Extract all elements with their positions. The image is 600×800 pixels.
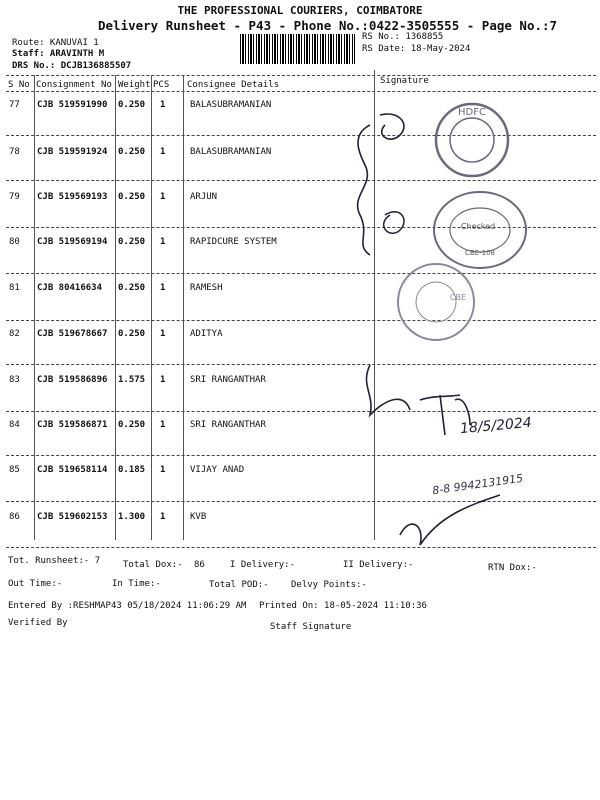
- row-consignment: CJB 519569193: [37, 192, 108, 202]
- row-consignee: RAPIDCURE SYSTEM: [190, 237, 277, 247]
- row-sno: 79: [9, 192, 20, 202]
- out-time: Out Time:-: [8, 579, 63, 589]
- row-consignment: CJB 519586896: [37, 375, 108, 385]
- rtn-dox: RTN Dox:-: [488, 563, 537, 573]
- row-weight: 0.250: [118, 283, 146, 293]
- row-pcs: 1: [160, 283, 166, 293]
- row-sno: 85: [9, 465, 20, 475]
- row-consignee: RAMESH: [190, 283, 223, 293]
- stamp-code-text: CBE-108: [465, 249, 495, 257]
- row-sno: 81: [9, 283, 20, 293]
- printed-on: Printed On: 18-05-2024 11:10:36: [259, 601, 427, 611]
- i-delivery: I Delivery:-: [230, 560, 296, 570]
- row-weight: 0.250: [118, 192, 146, 202]
- row-sno: 86: [9, 512, 20, 522]
- col-sno: S No: [8, 80, 30, 90]
- table-header: [0, 76, 600, 90]
- company-title: THE PROFESSIONAL COURIERS, COIMBATORE: [177, 4, 423, 17]
- row-consignment: CJB 519591990: [37, 100, 108, 110]
- row-weight: 0.250: [118, 329, 146, 339]
- col-weight: Weight: [118, 80, 151, 90]
- row-pcs: 1: [160, 512, 166, 522]
- signature-scribble: [384, 212, 404, 234]
- row-pcs: 1: [160, 465, 166, 475]
- rs-date: RS Date: 18-May-2024: [362, 44, 471, 54]
- col-consignee: Consignee Details: [187, 80, 280, 90]
- row-consignee: SRI RANGANTHAR: [190, 375, 266, 385]
- signature-scribble: [420, 395, 470, 435]
- ii-delivery: II Delivery:-: [343, 560, 414, 570]
- row-weight: 1.300: [118, 512, 146, 522]
- total-dox-label: Total Dox:-: [123, 560, 183, 570]
- row-consignee: KVB: [190, 512, 207, 522]
- row-consignee: ADITYA: [190, 329, 223, 339]
- row-sno: 83: [9, 375, 20, 385]
- verified-by: Verified By: [8, 618, 68, 628]
- total-dox-value: 86: [194, 560, 205, 570]
- round-stamp: [398, 264, 474, 340]
- drs-no: DRS No.: DCJB136885507: [12, 61, 132, 71]
- row-consignee: SRI RANGANTHAR: [190, 420, 266, 430]
- stamp-checked-text: Checked: [460, 222, 496, 231]
- col-signature: Signature: [380, 76, 429, 86]
- col-consignment: Consignment No: [36, 80, 112, 90]
- signature-scribble: [358, 125, 370, 255]
- row-weight: 0.250: [118, 420, 146, 430]
- row-weight: 1.575: [118, 375, 146, 385]
- rs-no: RS No.: 1368855: [362, 32, 444, 42]
- row-sno: 77: [9, 100, 20, 110]
- signature-scribble: [366, 365, 410, 415]
- row-pcs: 1: [160, 237, 166, 247]
- signature-scribble: [400, 495, 500, 545]
- row-consignment: CJB 519678667: [37, 329, 108, 339]
- checked-stamp: [434, 192, 526, 268]
- row-pcs: 1: [160, 375, 166, 385]
- row-sno: 82: [9, 329, 20, 339]
- staff: Staff: ARAVINTH M: [12, 49, 105, 59]
- row-weight: 0.250: [118, 237, 146, 247]
- table-header-rule: [6, 91, 596, 92]
- hdfc-stamp: [436, 104, 508, 176]
- row-pcs: 1: [160, 147, 166, 157]
- in-time: In Time:-: [112, 579, 161, 589]
- row-weight: 0.250: [118, 100, 146, 110]
- runsheet-title: Delivery Runsheet - P43 - Phone No.:0422-3505555 - Page No.:7: [98, 18, 558, 33]
- row-consignee: ARJUN: [190, 192, 218, 202]
- row-pcs: 1: [160, 420, 166, 430]
- row-consignment: CJB 519658114: [37, 465, 108, 475]
- row-weight: 0.250: [118, 147, 146, 157]
- row-weight: 0.185: [118, 465, 146, 475]
- entered-by: Entered By :RESHMAP43 05/18/2024 11:06:29 AM: [8, 601, 247, 611]
- row-pcs: 1: [160, 100, 166, 110]
- tot-runsheet: Tot. Runsheet:- 7: [8, 556, 101, 566]
- row-consignee: BALASUBRAMANIAN: [190, 147, 272, 157]
- row-consignee: VIJAY ANAD: [190, 465, 245, 475]
- route: Route: KANUVAI 1: [12, 38, 99, 48]
- handwritten-date: 18/5/2024: [459, 414, 533, 438]
- row-consignment: CJB 519591924: [37, 147, 108, 157]
- table-top-rule: [6, 75, 596, 76]
- row-sno: 84: [9, 420, 20, 430]
- row-consignment: CJB 519586871: [37, 420, 108, 430]
- signature-scribble: [380, 114, 404, 139]
- stamp-cbe-text: CBE: [449, 293, 467, 302]
- row-consignment: CJB 519569194: [37, 237, 108, 247]
- col-pcs: PCS: [153, 80, 170, 90]
- row-sno: 80: [9, 237, 20, 247]
- stamp-hdfc-text: HDFC: [458, 107, 486, 118]
- barcode: [240, 34, 355, 64]
- row-consignment: CJB 80416634: [37, 283, 103, 293]
- row-consignment: CJB 519602153: [37, 512, 108, 522]
- row-sno: 78: [9, 147, 20, 157]
- staff-signature: Staff Signature: [270, 622, 352, 632]
- total-pod: Total POD:-: [209, 580, 269, 590]
- row-pcs: 1: [160, 192, 166, 202]
- signature-overlay: [330, 95, 600, 565]
- handwritten-phone: 8-8 9942131915: [431, 471, 524, 498]
- delvy-points: Delvy Points:-: [291, 580, 367, 590]
- row-consignee: BALASUBRAMANIAN: [190, 100, 272, 110]
- row-pcs: 1: [160, 329, 166, 339]
